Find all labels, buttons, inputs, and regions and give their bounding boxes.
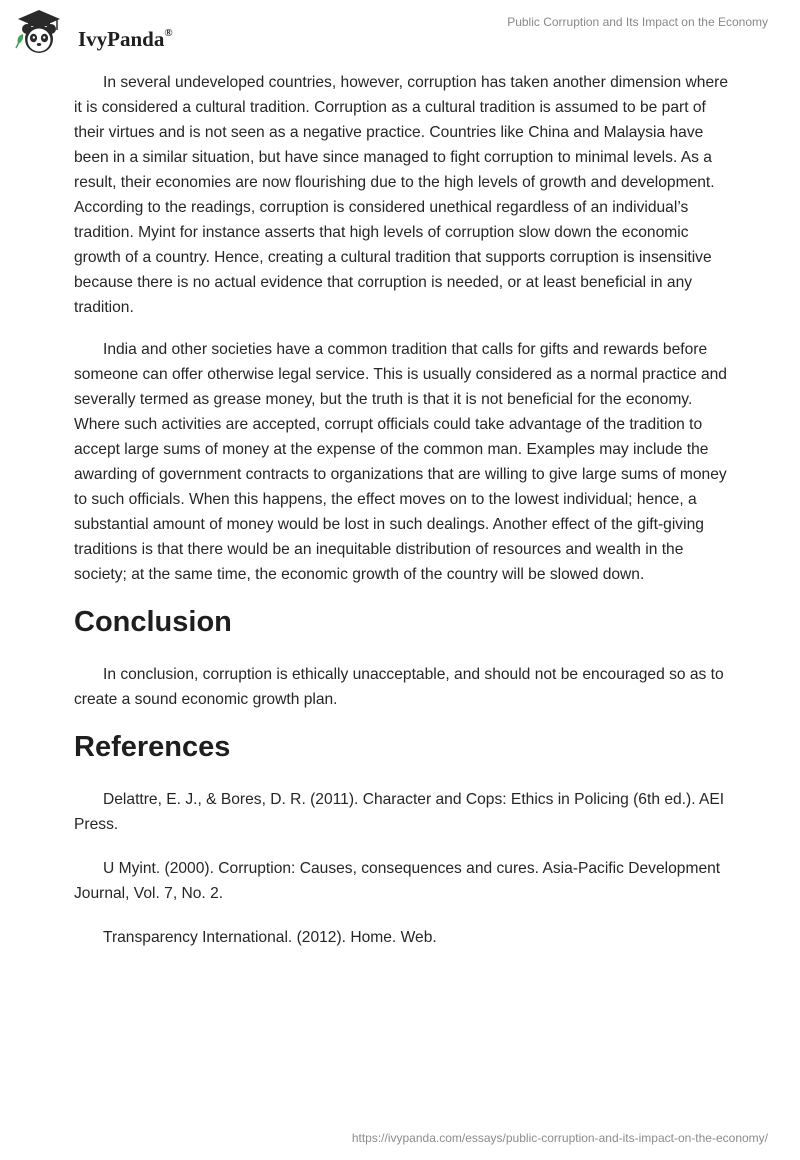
body-paragraph: India and other societies have a common tradition that calls for gifts and rewards before someone can offer otherwise legal service. This is usually considered as a normal practice and severally termed as grease money, but the truth is that it is not beneficial for the economy. Where such activities are accepted, corrupt officials could take advantage of the tradition to accept large sums of money at the expense of the common man. Examples may include the awarding of government contracts to organizations that are willing to give large sums of money to such officials. When this happens, the effect moves on to the lowest individual; hence, a substantial amount of money would be lost in such dealings. Another effect of the gift-giving traditions is that there would be an inequitable distribution of resources and wealth in the society; at the same time, the economic growth of the country will be slowed down. bbox=[74, 341, 727, 583]
references-heading: References bbox=[74, 731, 231, 763]
footer-url-link[interactable]: https://ivypanda.com/essays/public-corruption-and-its-impact-on-the-economy/ bbox=[351, 1131, 768, 1145]
essay-content bbox=[74, 70, 734, 969]
panda-graduate-icon bbox=[14, 8, 64, 58]
brand-name: IvyPanda® bbox=[78, 27, 173, 51]
reference-item: U Myint. (2000). Corruption: Causes, consequences and cures. Asia-Pacific Development Journal, Vol. 7, No. 2. bbox=[74, 860, 721, 902]
document-title: Public Corruption and Its Impact on the Economy bbox=[507, 15, 768, 29]
body-paragraph: In several undeveloped countries, however, corruption has taken another dimension where it is considered a cultural tradition. Corruption as a cultural tradition is assumed to be part of their virtues and is not seen as a negative practice. Countries like China and Malaysia have been in a similar situation, but have since managed to fight corruption to minimal levels. As a result, their economies are now flourishing due to the high levels of growth and development. According to the readings, corruption is considered unethical regardless of an individual’s tradition. Myint for instance asserts that high levels of corruption slow down the economic growth of a country. Hence, creating a cultural tradition that supports corruption is insensitive because there is no actual evidence that corruption is needed, or at least beneficial in any tradition. bbox=[74, 74, 728, 316]
reference-item: Transparency International. (2012). Home. Web. bbox=[103, 929, 437, 946]
ivypanda-logo[interactable] bbox=[14, 8, 214, 58]
reference-item: Delattre, E. J., & Bores, D. R. (2011). Character and Cops: Ethics in Policing (6th ed.). AEI Press. bbox=[74, 791, 725, 833]
conclusion-heading: Conclusion bbox=[74, 606, 232, 638]
conclusion-paragraph: In conclusion, corruption is ethically unacceptable, and should not be encouraged so as to create a sound economic growth plan. bbox=[74, 666, 724, 708]
